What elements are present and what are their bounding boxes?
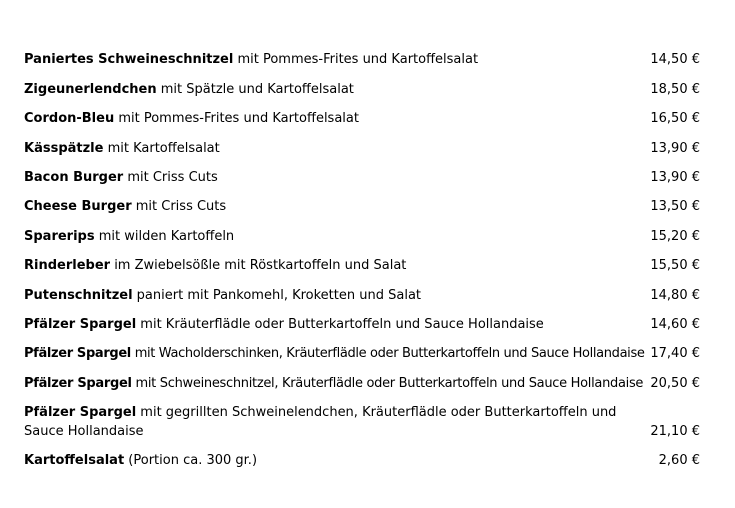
dish-name: Cheese Burger [24,199,132,215]
menu-item [24,305,700,334]
menu-item-description [24,80,640,99]
dish-name: Rinderleber [24,258,111,274]
dish-price: 18,50 € [650,81,700,97]
dish-detail: mit wilden Kartoffeln [94,228,235,244]
menu-item-description [24,403,640,441]
menu-item [24,441,700,470]
dish-detail: paniert mit Pankomehl, Kroketten und Salat [132,287,422,303]
menu-item [24,246,700,275]
dish-name: Pfälzer Spargel [24,316,137,332]
dish-name: Paniertes Schweineschnitzel [24,52,234,68]
dish-detail: mit Pommes-Frites und Kartoffelsalat [233,52,479,68]
dish-detail: mit Criss Cuts [123,169,218,185]
dish-detail: (Portion ca. 300 gr.) [124,453,258,469]
menu-item [24,158,700,187]
menu-item [24,69,700,98]
dish-price: 16,50 € [650,111,700,127]
dish-price: 14,80 € [650,287,700,303]
dish-price: 20,50 € [650,375,700,391]
dish-name: Zigeunerlendchen [24,81,157,97]
dish-price: 14,60 € [650,316,700,332]
dish-name: Kartoffelsalat [24,453,125,469]
dish-name: Bacon Burger [24,169,124,185]
dish-name: Pfälzer Spargel [24,346,131,362]
dish-price: 2,60 € [658,453,700,469]
menu-item [24,275,700,304]
dish-detail: mit gegrillten Schweinelendchen, Kräuterflädle oder Butterkartoffeln und Sauce Hollandaise [24,404,617,439]
dish-price: 21,10 € [650,423,700,439]
menu-item-description [24,451,640,470]
menu-item-description [24,197,640,216]
dish-price: 13,90 € [650,140,700,156]
dish-price: 17,40 € [650,346,700,362]
dish-name: Kässpätzle [24,140,104,156]
menu-item-description [24,344,645,363]
menu-item-description [24,109,640,128]
menu-item-description [24,139,640,158]
dish-detail: mit Spätzle und Kartoffelsalat [156,81,354,97]
menu-item-description [24,168,640,187]
dish-name: Cordon-Bleu [24,111,115,127]
dish-name: Sparerips [24,228,95,244]
menu-item-description [24,315,640,334]
menu-item [24,187,700,216]
dish-name: Putenschnitzel [24,287,133,303]
dish-detail: mit Pommes-Frites und Kartoffelsalat [114,111,359,127]
dish-detail: mit Wacholderschinken, Kräuterflädle oder Butterkartoffeln und Sauce Hollandaise [130,346,645,362]
menu-item [24,99,700,128]
menu-item [24,393,700,441]
dish-price: 13,50 € [650,199,700,215]
menu-item-description [24,50,640,69]
menu-item-description [24,374,642,393]
dish-detail: mit Kräuterflädle oder Butterkartoffeln und Sauce Hollandaise [136,316,544,332]
menu-item-description [24,256,640,275]
dish-detail: mit Kartoffelsalat [103,140,220,156]
menu-item [24,363,700,392]
menu-item [24,128,700,157]
menu-item [24,40,700,69]
dish-detail: im Zwiebelsößle mit Röstkartoffeln und Salat [110,258,407,274]
menu-item [24,216,700,245]
menu-item-description [24,286,640,305]
menu-item-description [24,227,640,246]
menu-list [24,40,700,470]
dish-price: 15,20 € [650,228,700,244]
dish-price: 13,90 € [650,169,700,185]
dish-name: Pfälzer Spargel [24,375,132,391]
menu-item [24,334,700,363]
dish-detail: mit Criss Cuts [131,199,227,215]
dish-price: 14,50 € [650,52,700,68]
dish-name: Pfälzer Spargel [24,404,137,420]
dish-detail: mit Schweineschnitzel, Kräuterflädle oder Butterkartoffeln und Sauce Hollandaise [131,375,644,391]
dish-price: 15,50 € [650,258,700,274]
